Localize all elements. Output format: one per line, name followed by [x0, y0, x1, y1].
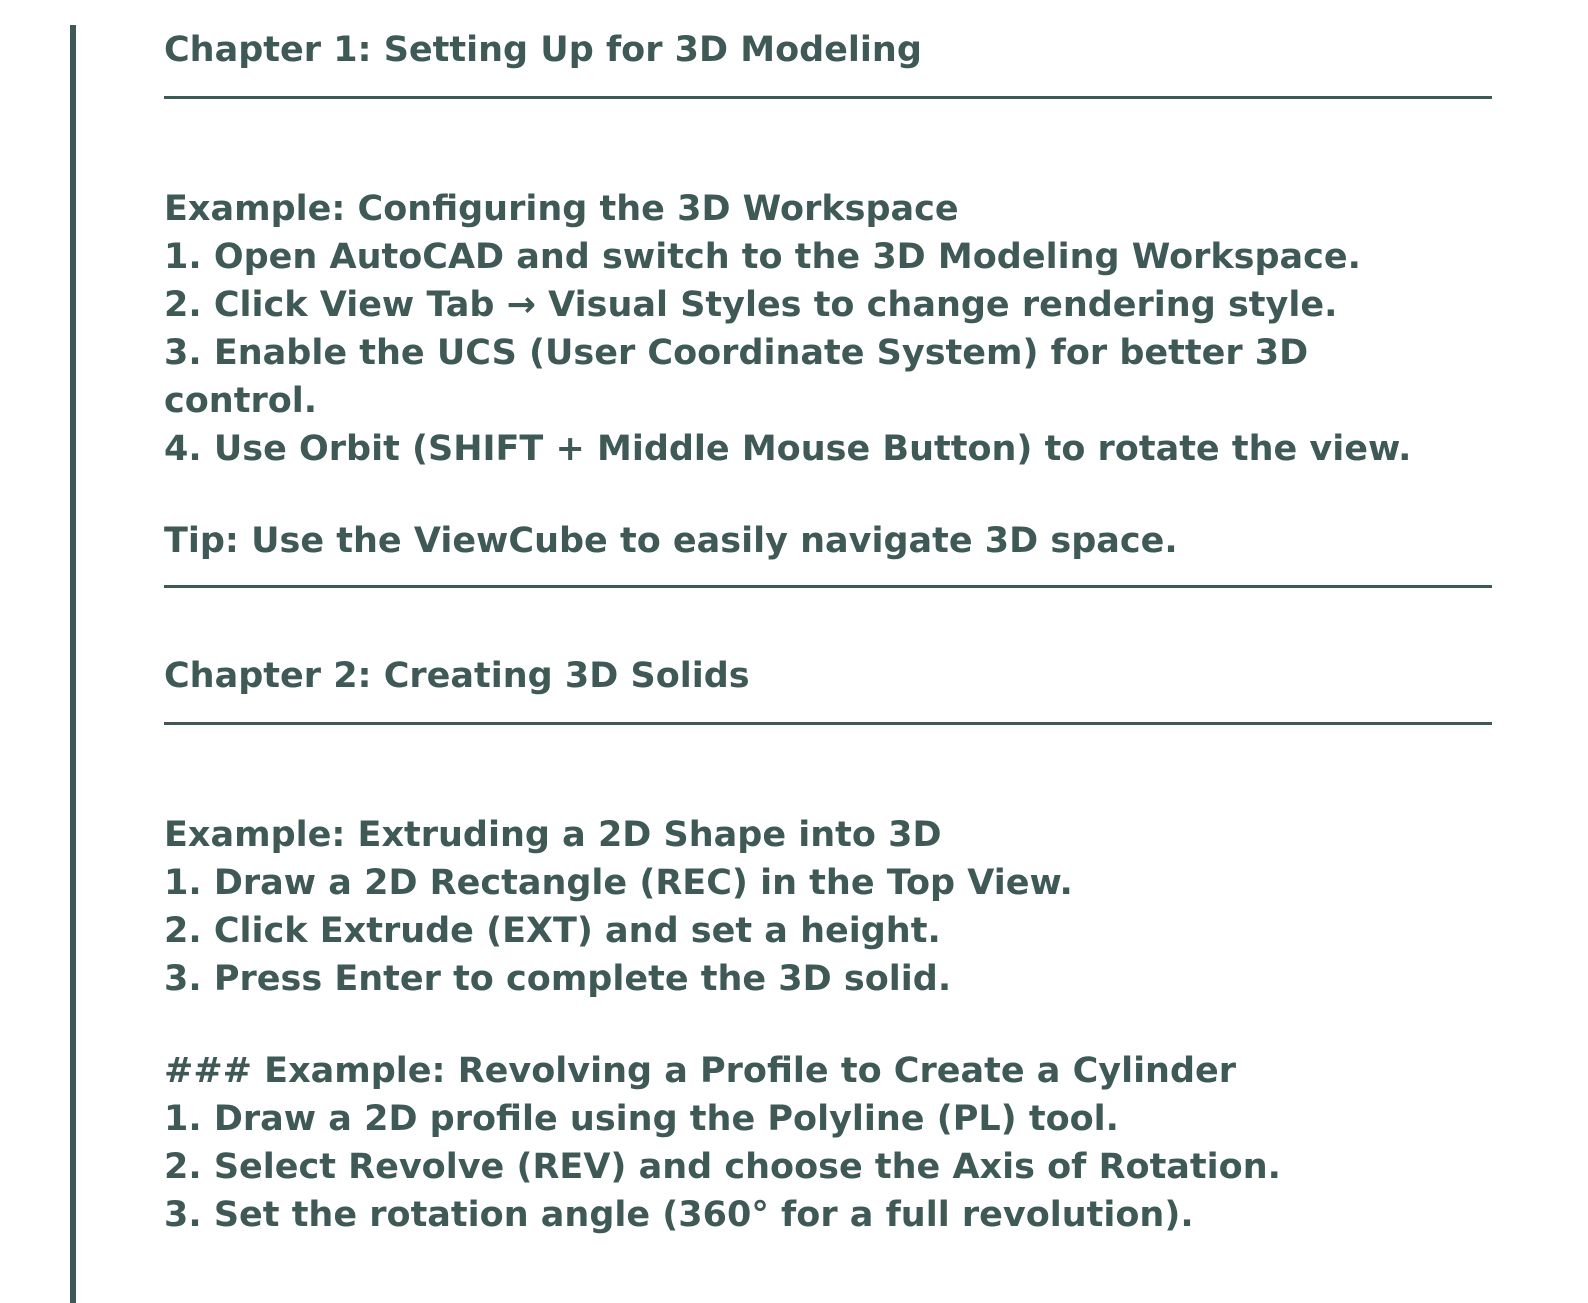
chapter-2-example-1 — [164, 811, 1516, 1003]
list-item: 3. Set the rotation angle (360° for a full revolution). — [164, 1195, 1194, 1235]
list-item: 3. Enable the UCS (User Coordinate System) for better 3D control. — [164, 333, 1309, 421]
example-title: Example: Extruding a 2D Shape into 3D — [164, 815, 942, 855]
document-content — [164, 0, 1516, 1239]
chapter-2-title: Chapter 2: Creating 3D Solids — [164, 656, 750, 696]
list-item: 1. Draw a 2D Rectangle (REC) in the Top View. — [164, 863, 1073, 903]
example-title: Example: Configuring the 3D Workspace — [164, 189, 959, 229]
tip-text: Tip: Use the ViewCube to easily navigate 3D space. — [164, 521, 1178, 561]
list-item: 2. Click Extrude (EXT) and set a height. — [164, 911, 941, 951]
example-title: ### Example: Revolving a Profile to Create a Cylinder — [164, 1051, 1237, 1091]
chapter-1-title: Chapter 1: Setting Up for 3D Modeling — [164, 30, 922, 70]
list-item: 2. Click View Tab → Visual Styles to change rendering style. — [164, 285, 1338, 325]
left-border-rule — [70, 25, 76, 1303]
list-item: 1. Draw a 2D profile using the Polyline (PL) tool. — [164, 1099, 1119, 1139]
chapter-1-example — [164, 185, 1516, 473]
list-item: 3. Press Enter to complete the 3D solid. — [164, 959, 952, 999]
list-item: 2. Select Revolve (REV) and choose the Axis of Rotation. — [164, 1147, 1281, 1187]
list-item: 1. Open AutoCAD and switch to the 3D Modeling Workspace. — [164, 237, 1361, 277]
list-item: 4. Use Orbit (SHIFT + Middle Mouse Button) to rotate the view. — [164, 429, 1412, 469]
chapter-2-example-2 — [164, 1047, 1516, 1239]
